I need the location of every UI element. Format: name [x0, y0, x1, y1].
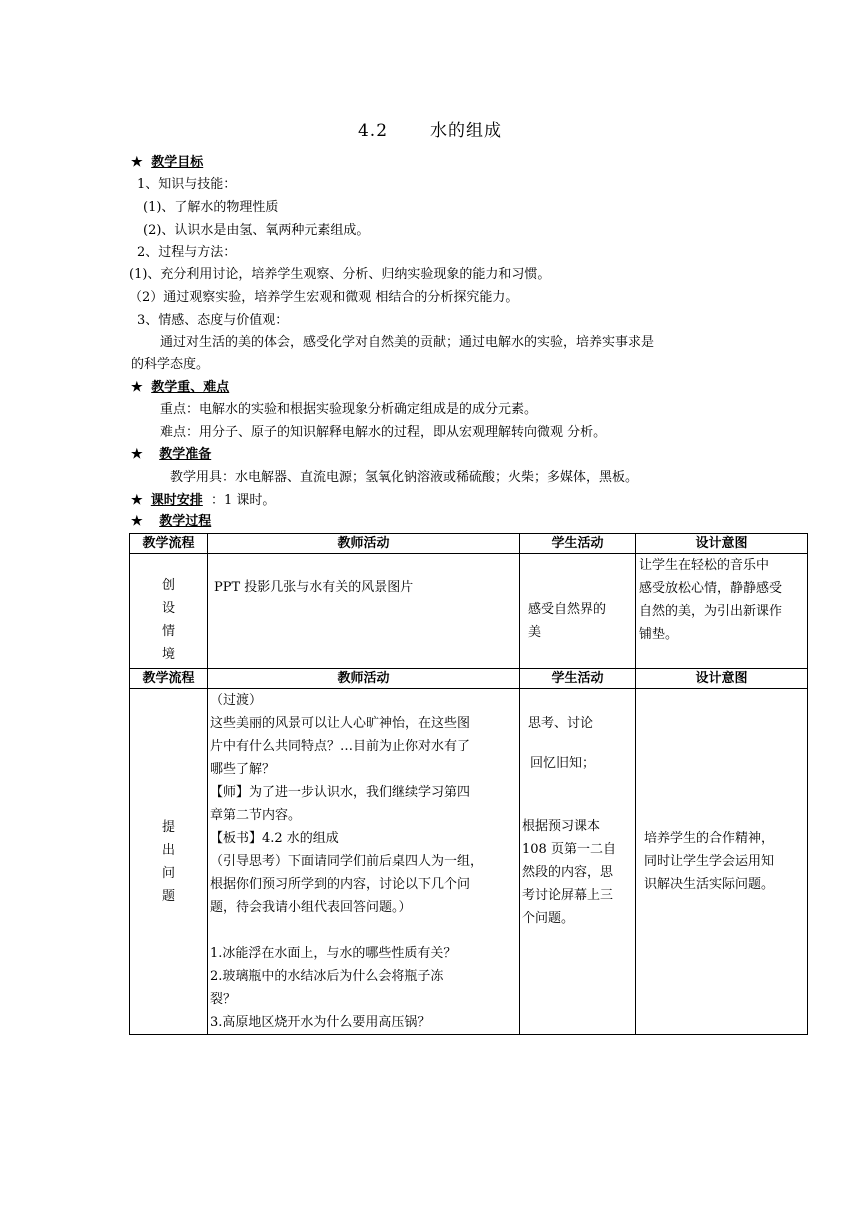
header-intent: 设计意图: [636, 669, 808, 689]
intent-cell: [636, 554, 808, 669]
intent-text: 感受放松心情，静静感受: [639, 581, 783, 596]
teacher-line: 2.玻璃瓶中的水结冰后为什么会将瓶子冻: [210, 969, 444, 984]
header-teacher: 教师活动: [208, 669, 520, 689]
section-schedule: [131, 490, 275, 512]
table-row: [130, 554, 808, 669]
process-table: [129, 533, 808, 1035]
section-keypoints: [131, 377, 229, 399]
intent-text: 让学生在轻松的音乐中: [639, 558, 770, 573]
teacher-line: 1.冰能浮在水面上，与水的哪些性质有关？: [210, 946, 457, 961]
section-goals-label: 教学目标: [151, 155, 204, 170]
goal-3a: 通过对生活的美的体会，感受化学对自然美的贡献；通过电解水的实验，培养实事求是: [160, 335, 655, 350]
section-schedule-label: 课时安排: [150, 493, 203, 508]
goal-1: 1、知识与技能：: [137, 177, 237, 192]
flow-cell: [130, 554, 208, 669]
header-flow: 教学流程: [130, 669, 208, 689]
flow-char: 境: [161, 647, 175, 662]
flow-char: 问: [161, 865, 175, 881]
star-icon: ★: [131, 155, 143, 170]
teacher-line: 题，待会我请小组代表回答问题。）: [210, 900, 412, 915]
teacher-line: 哪些了解？: [210, 762, 276, 777]
intent-text: 识解决生活实际问题。: [644, 877, 775, 892]
intent-text: 同时让学生学会运用知: [644, 854, 775, 869]
title-text: 水的组成: [430, 121, 503, 141]
intent-text: 自然的美，为引出新课作: [639, 604, 783, 619]
flow-char: 情: [161, 624, 175, 639]
teacher-line: [210, 919, 518, 942]
teacher-line: 章第二节内容。: [210, 808, 302, 823]
flow-char: 创: [161, 578, 175, 593]
student-text: 然段的内容，思: [522, 865, 614, 880]
goal-1b: (2)、认识水是由氢、氧两种元素组成。: [143, 223, 370, 238]
star-icon: ★: [131, 380, 143, 395]
goal-2a: (1)、充分利用讨论，培养学生观察、分析、归纳实验现象的能力和习惯。: [129, 267, 551, 282]
flow-char: 出: [161, 842, 175, 858]
teacher-line: （引导思考）下面请同学们前后桌四人为一组，: [210, 854, 484, 869]
star-icon: ★: [131, 514, 143, 529]
student-cell: [520, 554, 636, 669]
header-flow: 教学流程: [130, 534, 208, 554]
student-text: 美: [528, 625, 542, 640]
student-text: 感受自然界的: [528, 602, 607, 617]
section-process: [131, 511, 211, 533]
teacher-text: PPT 投影几张与水有关的风景图片: [214, 580, 414, 595]
intent-text: 培养学生的合作精神，: [644, 831, 775, 846]
star-icon: ★: [131, 493, 143, 508]
header-student: 学生活动: [520, 669, 636, 689]
goal-3b: 的科学态度。: [131, 357, 210, 372]
teacher-cell: [208, 689, 520, 1035]
section-prep: [131, 444, 211, 466]
intent-text: 铺垫。: [639, 627, 679, 642]
teacher-line: 3.高原地区烧开水为什么要用高压锅？: [210, 1015, 431, 1030]
header-student: 学生活动: [520, 534, 636, 554]
table-header-row: [130, 669, 808, 689]
student-text: 根据预习课本: [522, 819, 601, 834]
teacher-line: 【师】为了进一步认识水，我们继续学习第四: [210, 785, 471, 800]
flow-char: 题: [161, 888, 175, 904]
teacher-cell: [208, 554, 520, 669]
header-teacher: 教师活动: [208, 534, 520, 554]
section-process-label: 教学过程: [159, 514, 212, 529]
intent-cell: [636, 689, 808, 1035]
student-text: 思考、讨论: [528, 716, 594, 731]
page-title: [0, 116, 860, 141]
teacher-line: 这些美丽的风景可以让人心旷神怡，在这些图: [210, 716, 471, 731]
student-text: 个问题。: [522, 911, 575, 926]
table-header-row: [130, 534, 808, 554]
teacher-line: 根据你们预习所学到的内容，讨论以下几个问: [210, 877, 471, 892]
title-number: 4.2: [357, 121, 389, 141]
student-cell: [520, 689, 636, 1035]
student-text: 108 页第一二自: [522, 842, 616, 857]
teacher-line: （过渡）: [210, 693, 263, 708]
teacher-line: 片中有什么共同特点？…目前为止你对水有了: [210, 739, 471, 754]
header-intent: 设计意图: [636, 534, 808, 554]
star-icon: ★: [131, 447, 143, 462]
table-row: [130, 689, 808, 1035]
teacher-line: 裂？: [210, 992, 237, 1007]
section-goals: [131, 152, 203, 174]
student-text: 回忆旧知；: [530, 756, 596, 771]
prep-tools: 教学用具：水电解器、直流电源；氢氧化钠溶液或稀硫酸；火柴；多媒体，黑板。: [170, 470, 639, 485]
flow-cell: [130, 689, 208, 1035]
keypoint-key: 重点：电解水的实验和根据实验现象分析确定组成是的成分元素。: [160, 402, 538, 417]
section-prep-label: 教学准备: [159, 447, 212, 462]
keypoint-hard: 难点：用分子、原子的知识解释电解水的过程，即从宏观理解转向微观 分析。: [160, 425, 607, 440]
flow-char: 设: [161, 601, 175, 616]
schedule-value: ：1 课时。: [210, 493, 276, 508]
student-text: 考讨论屏幕上三: [522, 888, 614, 903]
goal-2: 2、过程与方法：: [137, 245, 237, 260]
section-keypoints-label: 教学重、难点: [151, 380, 230, 395]
goal-3: 3、情感、态度与价值观：: [137, 313, 289, 328]
teacher-line: 【板书】4.2 水的组成: [210, 831, 339, 846]
flow-char: 提: [161, 819, 175, 835]
goal-2b: （2）通过观察实验，培养学生宏观和微观 相结合的分析探究能力。: [129, 290, 519, 305]
goal-1a: (1)、了解水的物理性质: [143, 200, 279, 215]
